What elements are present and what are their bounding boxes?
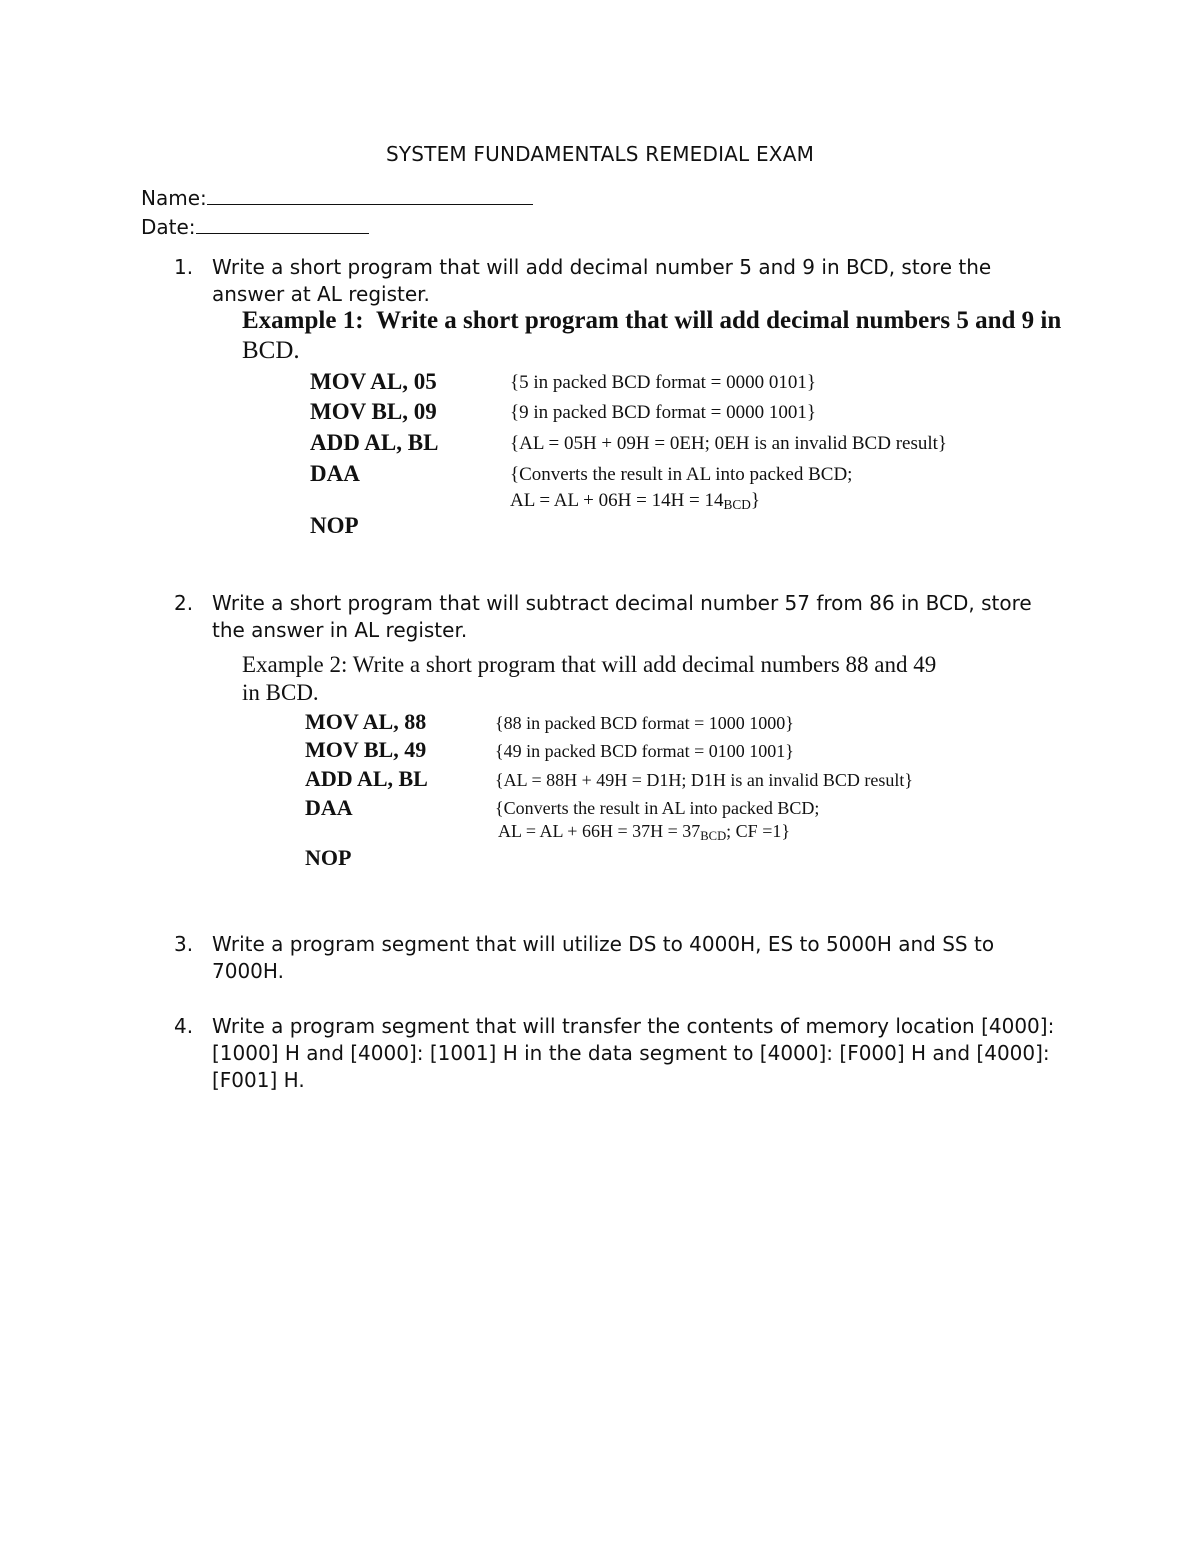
question-number: 2. (174, 591, 194, 615)
question-1 (174, 254, 1064, 308)
question-number: 3. (174, 932, 194, 956)
question-text: Write a short program that will add decimal number 5 and 9 in BCD, store the answer at AL register. (212, 255, 992, 306)
example-1-title-text: Write a short program that will add decimal numbers 5 and 9 in (376, 307, 1062, 334)
code-line: MOV AL, 05 (310, 369, 437, 394)
code-comment: {49 in packed BCD format = 0100 1001} (495, 741, 794, 761)
question-3 (174, 931, 1064, 985)
question-2 (174, 590, 1064, 644)
code-comment: {Converts the result in AL into packed BCD; (495, 798, 820, 818)
exam-title: SYSTEM FUNDAMENTALS REMEDIAL EXAM (385, 142, 815, 166)
code-line: ADD AL, BL (310, 430, 439, 455)
example-2 (242, 651, 1062, 707)
example-1-title-cont: BCD. (242, 337, 300, 364)
example-2-title-text: Example 2: Write a short program that will add decimal numbers 88 and 49 (242, 652, 937, 677)
code-line: ADD AL, BL (305, 766, 428, 791)
example-1 (242, 306, 1062, 366)
date-label: Date: (141, 215, 196, 239)
example-2-title-cont: in BCD. (242, 680, 319, 705)
date-blank-line (196, 213, 369, 234)
question-text: Write a short program that will subtract decimal number 57 from 86 in BCD, store the answer in AL register. (212, 591, 1032, 642)
question-number: 1. (174, 255, 194, 279)
code-line-nop: NOP (305, 845, 352, 870)
code-line: MOV BL, 09 (310, 399, 437, 424)
code-comment: {AL = 88H + 49H = D1H; D1H is an invalid BCD result} (495, 770, 914, 790)
question-4 (174, 1013, 1064, 1094)
code-line: DAA (310, 461, 360, 486)
question-text: Write a program segment that will utilize DS to 4000H, ES to 5000H and SS to 7000H. (212, 932, 995, 983)
code-comment: {9 in packed BCD format = 0000 1001} (510, 402, 816, 423)
code-line: DAA (305, 795, 353, 820)
code-comment: {AL = 05H + 09H = 0EH; 0EH is an invalid BCD result} (510, 433, 948, 454)
name-field (141, 184, 533, 210)
code-comment-cont: AL = AL + $66H = 37H = 37_{BCD}$; CF =1} (498, 821, 790, 843)
code-line-nop: NOP (310, 513, 359, 538)
code-comment: {88 in packed BCD format = 1000 1000} (495, 713, 794, 733)
example-2-title (242, 651, 1062, 707)
question-number: 4. (174, 1014, 194, 1038)
name-label: Name: (141, 186, 207, 210)
name-blank-line (207, 184, 533, 205)
code-comment-cont: AL = AL + $06H = 14H = 14_{BCD}$} (510, 490, 760, 512)
example-1-title (242, 306, 1062, 366)
code-comment: {5 in packed BCD format = 0000 0101} (510, 372, 816, 393)
code-line: MOV AL, 88 (305, 709, 427, 734)
example-1-label: Example 1: (242, 307, 364, 334)
question-text: Write a program segment that will transfer the contents of memory location [4000]: [1000] H and [4000]: [1001] H in the data segment to [4000]: [F000] H and [4000]: [F001] H. (212, 1014, 1055, 1092)
code-line: MOV BL, 49 (305, 737, 427, 762)
code-comment: {Converts the result in AL into packed BCD; (510, 464, 853, 485)
date-field (141, 213, 369, 239)
